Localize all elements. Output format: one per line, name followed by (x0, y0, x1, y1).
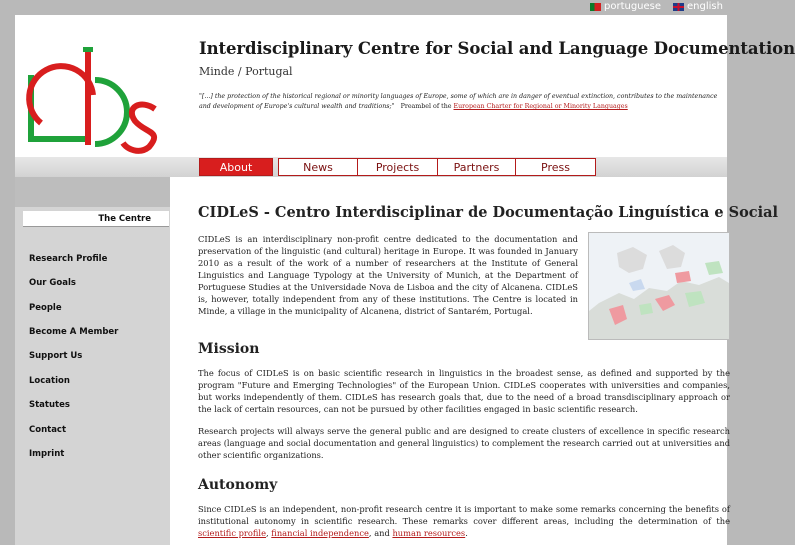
autonomy-paragraph: Since CIDLeS is an independent, non-profit research centre it is important to make some remarks concerning the benefits of institutional autonomy in scientific research. These remarks cover different areas, including the determination of the scientific profile, financial independence, and human resources. (198, 504, 730, 538)
header (15, 15, 795, 155)
map-graphic (589, 233, 729, 339)
language-bar (0, 0, 727, 14)
autonomy-and: and (374, 528, 390, 538)
sidebar-item-the-centre[interactable]: The Centre (23, 211, 169, 227)
main-nav (15, 157, 727, 177)
intro-paragraph: CIDLeS is an interdisciplinary non-profit centre dedicated to the documentation and preservation of the linguistic (and cultural) heritage in Europe. It was founded in January 2010 as a result of the work of a number of researchers at the Institute of General Linguistics and Language Typology at the University of Munich, at the Department of Portuguese Studies at the Universidade Nova de Lisboa and the city of Alcanena. CIDLeS is, however, totally independent from any of these institutions. The Centre is located in Minde, a village in the municipality of Alcanena, district of Santarém, Portugal. (198, 234, 578, 316)
sidebar (15, 177, 170, 545)
mission-paragraph-2: Research projects will always serve the general public and are designed to create clusters of excellence in specific research areas (language and social documentation and general linguistics) to complement the research carried out at universities and other scientific organizations. (198, 426, 730, 460)
sidebar-item-research-profile[interactable]: Research Profile (29, 254, 108, 264)
autonomy-text: Since CIDLeS is an independent, non-profit research centre it is important to make some remarks concerning the benefits of institutional autonomy in scientific research. These remarks cover different areas, including the determination of the (198, 504, 730, 526)
sidebar-item-our-goals[interactable]: Our Goals (29, 278, 76, 288)
mission-paragraph-1: The focus of CIDLeS is on basic scientific research in linguistics in the broadest sense, as defined and supported by the program "Future and Emerging Technologies" of the European Union. CIDLeS cooperates with universities and companies, but works independently of them. CIDLeS has research goals that, due to the need of a broad transdisciplinary approach or the lack of certain resources, can not be pursued by other facilities engaged in basic scientific research. (198, 368, 730, 414)
sidebar-item-statutes[interactable]: Statutes (29, 400, 70, 410)
autonomy-heading: Autonomy (198, 477, 278, 493)
sidebar-item-people[interactable]: People (29, 303, 62, 313)
mission-heading: Mission (198, 341, 260, 357)
sidebar-item-support-us[interactable]: Support Us (29, 351, 83, 361)
europe-map-image (588, 232, 730, 340)
tab-about[interactable]: About (199, 158, 273, 176)
header-quote (199, 92, 719, 112)
scientific-profile-link[interactable]: scientific profile (198, 528, 266, 538)
tab-news[interactable]: News (278, 158, 358, 176)
portugal-flag-icon (590, 3, 601, 11)
charter-link[interactable]: European Charter for Regional or Minority Languages (453, 103, 628, 110)
sidebar-item-location[interactable]: Location (29, 376, 70, 386)
language-english-label: english (687, 1, 723, 12)
preamble-text: Preambel of the (400, 103, 452, 110)
tab-press[interactable]: Press (515, 158, 596, 176)
human-resources-link[interactable]: human resources (392, 528, 466, 538)
sidebar-item-contact[interactable]: Contact (29, 425, 67, 435)
financial-independence-link[interactable]: financial independence (271, 528, 369, 538)
quote-text: "[...] the protection of the historical regional or minority languages of Europe, some of which are in danger of eventual extinction, contributes to the maintenance and development of Europe's cultural wealth and traditions;" (199, 93, 718, 110)
site-subtitle: Minde / Portugal (199, 65, 293, 78)
tab-partners[interactable]: Partners (437, 158, 516, 176)
page-title: CIDLeS - Centro Interdisciplinar de Documentação Linguística e Social (198, 204, 778, 221)
cidles-logo[interactable] (23, 35, 173, 160)
sidebar-item-imprint[interactable]: Imprint (29, 449, 65, 459)
language-english[interactable] (673, 1, 723, 12)
tab-projects[interactable]: Projects (357, 158, 438, 176)
language-portuguese-label: portuguese (604, 1, 662, 12)
page-frame (15, 15, 795, 545)
sidebar-item-become-member[interactable]: Become A Member (29, 327, 119, 337)
uk-flag-icon (673, 3, 684, 11)
site-title: Interdisciplinary Centre for Social and Language Documentation (199, 39, 795, 58)
sidebar-top-band (15, 177, 170, 207)
language-portuguese[interactable] (590, 1, 661, 12)
